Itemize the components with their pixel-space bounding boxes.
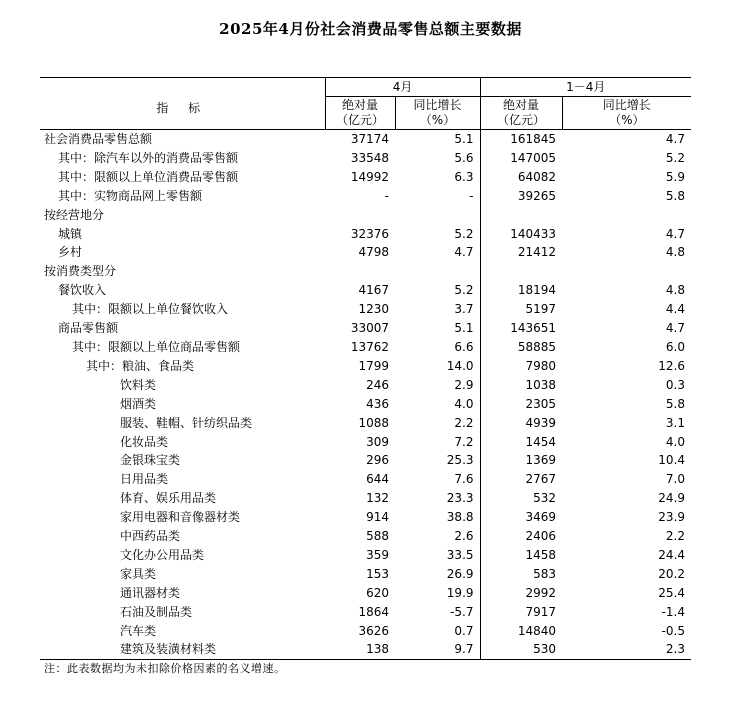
indicator-cell: 其中：限额以上单位消费品零售额 <box>58 169 239 184</box>
ytd-abs-cell: 147005 <box>480 149 562 168</box>
month-abs-cell: 153 <box>366 566 389 581</box>
month-abs-cell: 3626 <box>358 623 389 638</box>
month-abs-cell: 138 <box>325 640 395 659</box>
indicator-cell: 文化办公用品类 <box>120 547 205 562</box>
month-abs-cell: 1799 <box>358 358 389 373</box>
month-abs-cell: 436 <box>366 396 389 411</box>
ytd-abs-cell: 7917 <box>480 603 562 622</box>
indicator-cell: 饮料类 <box>120 377 157 392</box>
table-row <box>40 565 691 584</box>
ytd-yoy-cell <box>562 206 691 225</box>
table-row <box>40 357 691 376</box>
month-yoy-cell: 7.6 <box>454 472 474 487</box>
ytd-abs-cell: 2305 <box>480 395 562 414</box>
table-row <box>40 243 691 262</box>
month-yoy-cell: 5.6 <box>454 150 474 165</box>
ytd-yoy-cell: 4.0 <box>665 434 686 449</box>
month-yoy-cell: -5.7 <box>450 604 474 619</box>
indicator-cell: 乡村 <box>58 245 83 260</box>
ytd-yoy-cell: 2.3 <box>562 640 691 659</box>
indicator-cell: 其中：除汽车以外的消费品零售额 <box>58 150 239 165</box>
month-yoy-cell: 3.7 <box>454 302 474 317</box>
table-row <box>40 262 691 281</box>
ytd-abs-cell: 3469 <box>480 508 562 527</box>
ytd-yoy-cell: 4.8 <box>665 283 686 298</box>
ytd-yoy-cell: 7.0 <box>665 472 686 487</box>
month-yoy-cell: 4.7 <box>454 245 474 260</box>
table-row <box>40 319 691 338</box>
ytd-yoy-cell: 12.6 <box>658 358 686 373</box>
month-abs-label: 绝对量 <box>341 98 378 112</box>
ytd-abs-cell: 2992 <box>480 584 562 603</box>
month-yoy-cell: 2.6 <box>454 529 474 544</box>
month-yoy-cell: 19.9 <box>446 585 474 600</box>
month-yoy-cell: 25.3 <box>446 453 474 468</box>
ytd-yoy-cell: -0.5 <box>661 623 686 638</box>
ytd-abs-cell: 530 <box>480 640 562 659</box>
indicator-cell: 石油及制品类 <box>120 604 193 619</box>
ytd-abs-cell: 1038 <box>480 376 562 395</box>
month-abs-cell: 296 <box>366 453 389 468</box>
month-abs-cell: 914 <box>366 510 389 525</box>
table-row <box>40 225 691 244</box>
month-abs-cell <box>325 262 395 281</box>
indicator-cell: 商品零售额 <box>58 321 119 336</box>
ytd-yoy-cell: 5.2 <box>665 150 686 165</box>
ytd-yoy-cell: 20.2 <box>658 566 686 581</box>
table-row <box>40 470 691 489</box>
ytd-yoy-cell: 5.8 <box>665 188 686 203</box>
ytd-yoy-header <box>562 97 691 130</box>
ytd-abs-cell: 64082 <box>480 168 562 187</box>
ytd-yoy-cell: 5.9 <box>665 169 686 184</box>
indicator-cell: 其中：限额以上单位商品零售额 <box>72 339 241 354</box>
table-row <box>40 584 691 603</box>
ytd-abs-unit: （亿元） <box>497 113 546 127</box>
month-abs-header <box>325 97 395 130</box>
ytd-yoy-cell: -1.4 <box>661 604 686 619</box>
month-abs-cell: 644 <box>366 472 389 487</box>
indicator-cell: 建筑及装潢材料类 <box>40 640 325 659</box>
footnote: 注：此表数据均为未扣除价格因素的名义增速。 <box>44 662 286 675</box>
ytd-abs-cell: 1454 <box>480 433 562 452</box>
month-abs-unit: （亿元） <box>335 113 384 127</box>
month-yoy-cell: 9.7 <box>395 640 480 659</box>
ytd-yoy-cell: 0.3 <box>665 377 686 392</box>
period-month-header: 4月 <box>325 78 480 97</box>
table-body <box>40 130 691 660</box>
indicator-cell: 餐饮收入 <box>58 283 107 298</box>
month-yoy-unit: （%） <box>419 113 456 127</box>
indicator-cell: 其中：粮油、食品类 <box>86 358 195 373</box>
month-abs-cell: 14992 <box>350 169 389 184</box>
ytd-abs-cell: 143651 <box>480 319 562 338</box>
month-yoy-cell: - <box>469 188 474 203</box>
indicator-cell: 家用电器和音像器材类 <box>120 510 241 525</box>
table-row <box>40 414 691 433</box>
table-row <box>40 281 691 300</box>
ytd-yoy-cell: 24.9 <box>658 491 686 506</box>
indicator-cell: 日用品类 <box>120 472 169 487</box>
month-abs-cell: 33007 <box>350 321 389 336</box>
month-yoy-cell: 5.1 <box>454 321 474 336</box>
month-abs-cell: 33548 <box>350 150 389 165</box>
ytd-abs-cell: 140433 <box>480 225 562 244</box>
ytd-abs-cell: 5197 <box>480 300 562 319</box>
month-abs-cell: 246 <box>366 377 389 392</box>
table-row <box>40 187 691 206</box>
month-yoy-cell: 23.3 <box>446 491 474 506</box>
month-yoy-cell: 7.2 <box>454 434 474 449</box>
ytd-abs-header <box>480 97 562 130</box>
indicator-cell: 家具类 <box>120 566 157 581</box>
ytd-yoy-cell: 4.4 <box>665 302 686 317</box>
indicator-cell: 按消费类型分 <box>44 264 117 279</box>
ytd-abs-cell <box>480 206 562 225</box>
month-abs-cell: 4167 <box>358 283 389 298</box>
indicator-cell: 金银珠宝类 <box>120 453 181 468</box>
ytd-yoy-cell: 6.0 <box>665 339 686 354</box>
month-abs-cell: 4798 <box>358 245 389 260</box>
ytd-yoy-unit: （%） <box>609 113 645 127</box>
ytd-yoy-cell: 3.1 <box>665 415 686 430</box>
month-abs-cell: 359 <box>366 547 389 562</box>
indicator-cell: 其中：限额以上单位餐饮收入 <box>72 302 229 317</box>
table-row <box>40 168 691 187</box>
table-row <box>40 300 691 319</box>
month-yoy-cell: 0.7 <box>454 623 474 638</box>
ytd-yoy-cell <box>562 262 691 281</box>
ytd-yoy-label: 同比增长 <box>602 98 651 112</box>
ytd-abs-cell: 7980 <box>480 357 562 376</box>
month-abs-cell: 13762 <box>350 339 389 354</box>
month-abs-cell: 1864 <box>358 604 389 619</box>
ytd-abs-cell: 583 <box>480 565 562 584</box>
indicator-cell: 服装、鞋帽、针纺织品类 <box>120 415 253 430</box>
table-row <box>40 376 691 395</box>
ytd-abs-cell <box>480 262 562 281</box>
table-row <box>40 149 691 168</box>
ytd-yoy-cell: 5.8 <box>665 396 686 411</box>
indicator-cell: 城镇 <box>58 226 83 241</box>
month-abs-cell: 1088 <box>358 415 389 430</box>
month-abs-cell <box>325 206 395 225</box>
ytd-abs-cell: 21412 <box>480 243 562 262</box>
month-abs-cell: - <box>384 188 389 203</box>
table-row <box>40 527 691 546</box>
month-yoy-cell: 2.9 <box>454 377 474 392</box>
indicator-header <box>40 78 325 130</box>
month-yoy-cell: 5.2 <box>454 283 474 298</box>
month-yoy-cell: 33.5 <box>446 547 474 562</box>
ytd-abs-cell: 2406 <box>480 527 562 546</box>
ytd-abs-cell: 1458 <box>480 546 562 565</box>
table-row <box>40 338 691 357</box>
ytd-abs-cell: 14840 <box>480 622 562 641</box>
ytd-abs-cell: 39265 <box>480 187 562 206</box>
month-yoy-cell: 5.2 <box>454 226 474 241</box>
ytd-yoy-cell: 4.7 <box>665 226 686 241</box>
ytd-yoy-cell: 10.4 <box>658 453 686 468</box>
month-yoy-cell: 26.9 <box>446 566 474 581</box>
ytd-abs-cell: 4939 <box>480 414 562 433</box>
table-row <box>40 433 691 452</box>
ytd-abs-cell: 161845 <box>480 130 562 149</box>
indicator-cell: 烟酒类 <box>120 396 157 411</box>
table-row <box>40 395 691 414</box>
table-row <box>40 508 691 527</box>
month-yoy-cell: 6.3 <box>454 169 474 184</box>
month-abs-cell: 32376 <box>350 226 389 241</box>
table-row <box>40 622 691 641</box>
ytd-abs-label: 绝对量 <box>503 98 540 112</box>
month-abs-cell: 1230 <box>358 302 389 317</box>
indicator-cell: 社会消费品零售总额 <box>44 132 153 146</box>
indicator-cell: 化妆品类 <box>120 434 169 449</box>
header-row-period <box>40 78 691 97</box>
month-yoy-cell: 2.2 <box>454 415 474 430</box>
ytd-abs-cell: 532 <box>480 489 562 508</box>
ytd-yoy-cell: 4.7 <box>665 132 686 146</box>
month-yoy-label: 同比增长 <box>413 98 462 112</box>
table-row <box>40 603 691 622</box>
month-yoy-cell <box>395 206 480 225</box>
month-yoy-cell: 4.0 <box>454 396 474 411</box>
month-yoy-cell: 14.0 <box>446 358 474 373</box>
data-table <box>40 77 691 660</box>
month-yoy-cell <box>395 262 480 281</box>
month-yoy-cell: 38.8 <box>446 510 474 525</box>
ytd-yoy-cell: 24.4 <box>658 547 686 562</box>
month-yoy-cell: 5.1 <box>454 132 474 146</box>
indicator-header-label: 指 标 <box>156 101 209 115</box>
ytd-yoy-cell: 23.9 <box>658 510 686 525</box>
ytd-yoy-cell: 2.2 <box>665 529 686 544</box>
ytd-abs-cell: 2767 <box>480 470 562 489</box>
month-abs-cell: 132 <box>366 491 389 506</box>
ytd-abs-cell: 1369 <box>480 451 562 470</box>
indicator-cell: 汽车类 <box>120 623 157 638</box>
table-row <box>40 206 691 225</box>
month-abs-cell: 37174 <box>350 132 389 146</box>
month-abs-cell: 620 <box>366 585 389 600</box>
indicator-cell: 按经营地分 <box>44 207 105 222</box>
period-ytd-header: 1－4月 <box>480 78 691 97</box>
month-abs-cell: 309 <box>366 434 389 449</box>
ytd-yoy-cell: 25.4 <box>658 585 686 600</box>
ytd-yoy-cell: 4.7 <box>665 321 686 336</box>
indicator-cell: 其中：实物商品网上零售额 <box>58 188 203 203</box>
table-row <box>40 451 691 470</box>
indicator-cell: 体育、娱乐用品类 <box>120 491 217 506</box>
table-row <box>40 546 691 565</box>
month-yoy-header <box>395 97 480 130</box>
month-abs-cell: 588 <box>366 529 389 544</box>
page-title: 2025年4月份社会消费品零售总额主要数据 <box>219 20 522 38</box>
ytd-abs-cell: 18194 <box>480 281 562 300</box>
ytd-abs-cell: 58885 <box>480 338 562 357</box>
table-row <box>40 130 691 149</box>
ytd-yoy-cell: 4.8 <box>665 245 686 260</box>
month-yoy-cell: 6.6 <box>454 339 474 354</box>
table-row <box>40 640 691 659</box>
indicator-cell: 通讯器材类 <box>120 585 181 600</box>
table-row <box>40 489 691 508</box>
indicator-cell: 中西药品类 <box>120 529 181 544</box>
